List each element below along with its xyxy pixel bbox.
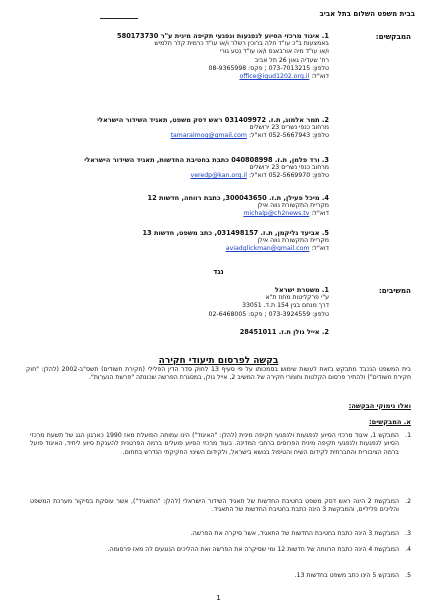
item-number: 3.	[405, 530, 411, 537]
intro-paragraph: בית המשפט הנכבד מתבקש בזאת לעשות שימוש בסמכותו על פי סעיף 13 לחוק סדר הדין הפלילי (חקירת חשודים) תשס"ב-2002 (להלן: "חוק חקירת חשודים") ולהתיר פרסום הקלטות וחומרי חקירה של המשיב 2, אייל גולן, במסגרת הפרשה שכונתה "פרשת הנערות".	[26, 366, 411, 382]
versus-label: נגד	[213, 268, 224, 276]
item-text: המבקש 1, איגוד מרכזי הסיוע לנפגעות ולנפגעי תקיפה מינית (להלן: "האיגוד") הינו עמותה הפועלת מאז 1990 כארגון הגג של תשעת מרכזי הסיוע לנפגעות ולנפגעי תקיפה מינית הפרוסים ברחבי המדינה. בעוד מרכזי הסיוע פועלים ברמה הפרטנית להענקת סיוע ליחיד, האיגוד פועל ברמה הציבורית והחברתית לקידום השיח והטיפול בנושא בישראל, ולקידום השינוי החקיקתי הנדרש בתחום.	[30, 432, 399, 456]
applicant-line: רח' שעדיה גאון 26 תל אביב	[254, 56, 329, 64]
page-number: 1	[216, 594, 221, 602]
applicant-heading: 4. מיכל פעילן, ת.ז. 300043650, כתבת רווחה, חדשות 12	[147, 194, 329, 202]
applicant-line: מקריית התקשורת נווה אילן	[257, 202, 329, 210]
applicant-5	[22, 229, 329, 254]
respondent-heading: 2. אייל גולן ת.ז. 28451011	[239, 328, 329, 336]
email-link[interactable]: michalp@ch2news.tv	[243, 210, 310, 218]
item-text: המבקשת 2 הינה ראש דסק משפט בחטיבת החדשות של תאגיד השידור הישראלי (להלן: "התאגיד"), אשר עוסקת בסיקור מערכת המשפט והליכים פליליים, והמבקשת 3 הינה כתבת בחטיבת החדשות של התאגיד.	[30, 498, 399, 514]
email-link[interactable]: aviadglickman@gmail.com	[225, 245, 310, 253]
email-link[interactable]: veredp@kan.org.il	[190, 172, 247, 180]
email-prefix: דוא"ל:	[311, 245, 329, 253]
respondent-2	[22, 328, 329, 336]
list-item	[30, 432, 411, 457]
applicant-line: מרחוב כנפי נשרים 23 ירושלים	[249, 164, 329, 172]
list-item	[30, 530, 411, 538]
applicant-line: מרחוב כנפי נשרים 23 ירושלים	[249, 124, 329, 132]
email-prefix: דוא"ל:	[311, 210, 329, 218]
list-item	[30, 546, 411, 554]
reasons-heading: ואלו נימוקי הבקשה:	[348, 402, 411, 410]
list-item	[30, 572, 411, 580]
document-title-wrap	[0, 348, 437, 367]
item-text: המבקשת 4 הינה כתבת הרווחה של חדשות 12 ומי שסיקרה את הפרשה ואת ההליכים הנוגעים לה מאז פרסומה.	[107, 546, 399, 553]
applicant-line: ו/או עו"ד מיה אורבאנס ו/או עו"ד נטע גורי	[219, 48, 329, 56]
respondents-label: המשיבים:	[378, 286, 411, 295]
email-prefix: דוא"ל:	[311, 73, 329, 81]
applicant-heading: 3. ורד פלמן, ת.ז. 040808998 כתבת בחטיבת החדשות, תאגיד השידור הישראלי	[84, 156, 329, 164]
applicant-1	[22, 32, 329, 81]
item-text: המבקש 5 הינו כתב משפט בחדשות 13.	[294, 572, 399, 579]
item-number: 2.	[405, 498, 411, 505]
item-number: 4.	[405, 546, 411, 553]
item-number: 5.	[405, 572, 411, 579]
email-prefix: טלפון: 052-5667943 דוא"ל:	[248, 132, 329, 140]
applicant-heading: 5. אביעד גליקמן, ת.ז. 031498157, כתב משפט, חדשות 13	[142, 229, 329, 237]
applicants-label: המבקשים:	[375, 32, 411, 41]
respondent-line: דרך מנחם בגין 154 ת.ד. 33051	[242, 302, 329, 310]
applicant-line: מקריית התקשורת נווה אילן	[257, 237, 329, 245]
applicant-line: באמצעות ב"כ עו"ד חלה ברוכין רשלר ו/או עו"ד כרמית קלר חלמיש	[154, 40, 329, 48]
section-a-heading: א. המבקשים:	[369, 418, 411, 426]
email-link[interactable]: tamaralmog@gmail.com	[170, 132, 247, 140]
document-title: בקשה לפרסום תיעודי חקירה	[158, 356, 279, 366]
applicant-3	[22, 156, 329, 181]
applicant-4	[22, 194, 329, 219]
item-number: 1.	[405, 432, 411, 439]
case-number-blank	[100, 10, 138, 19]
applicant-line: טלפון: 073-7013215 ; פקס: 08-9365998	[208, 64, 329, 72]
respondent-heading: 1. משטרת ישראל	[274, 286, 329, 294]
email-prefix: טלפון: 052-5669970 דוא"ל:	[248, 172, 329, 180]
item-text: המבקשת 3 הינה כתבת בחטיבת החדשות של התאגיד, אשר סיקרה את הפרשה.	[190, 530, 399, 537]
respondent-1	[22, 286, 329, 319]
applicant-heading: 2. תמר אלמוג, ת.ז. 031409972 ראש דסק משפט, תאגיד השידור הישראלי	[97, 116, 329, 124]
applicant-heading: 1. איגוד מרכזי הסיוע לנפגעות ונפגעי תקיפה מינית ע"ר 580173730	[117, 32, 329, 40]
respondent-line: טלפון: 073-3924559 ; פקס: 02-6468005	[208, 310, 329, 318]
respondent-line: ע"י פרקליטות מחוז ת"א	[265, 294, 329, 302]
applicant-2	[22, 116, 329, 141]
email-link[interactable]: office@igud1202.org.il	[239, 73, 310, 81]
list-item	[30, 498, 411, 515]
court-name: בבית משפט השלום בתל אביב	[319, 10, 415, 18]
